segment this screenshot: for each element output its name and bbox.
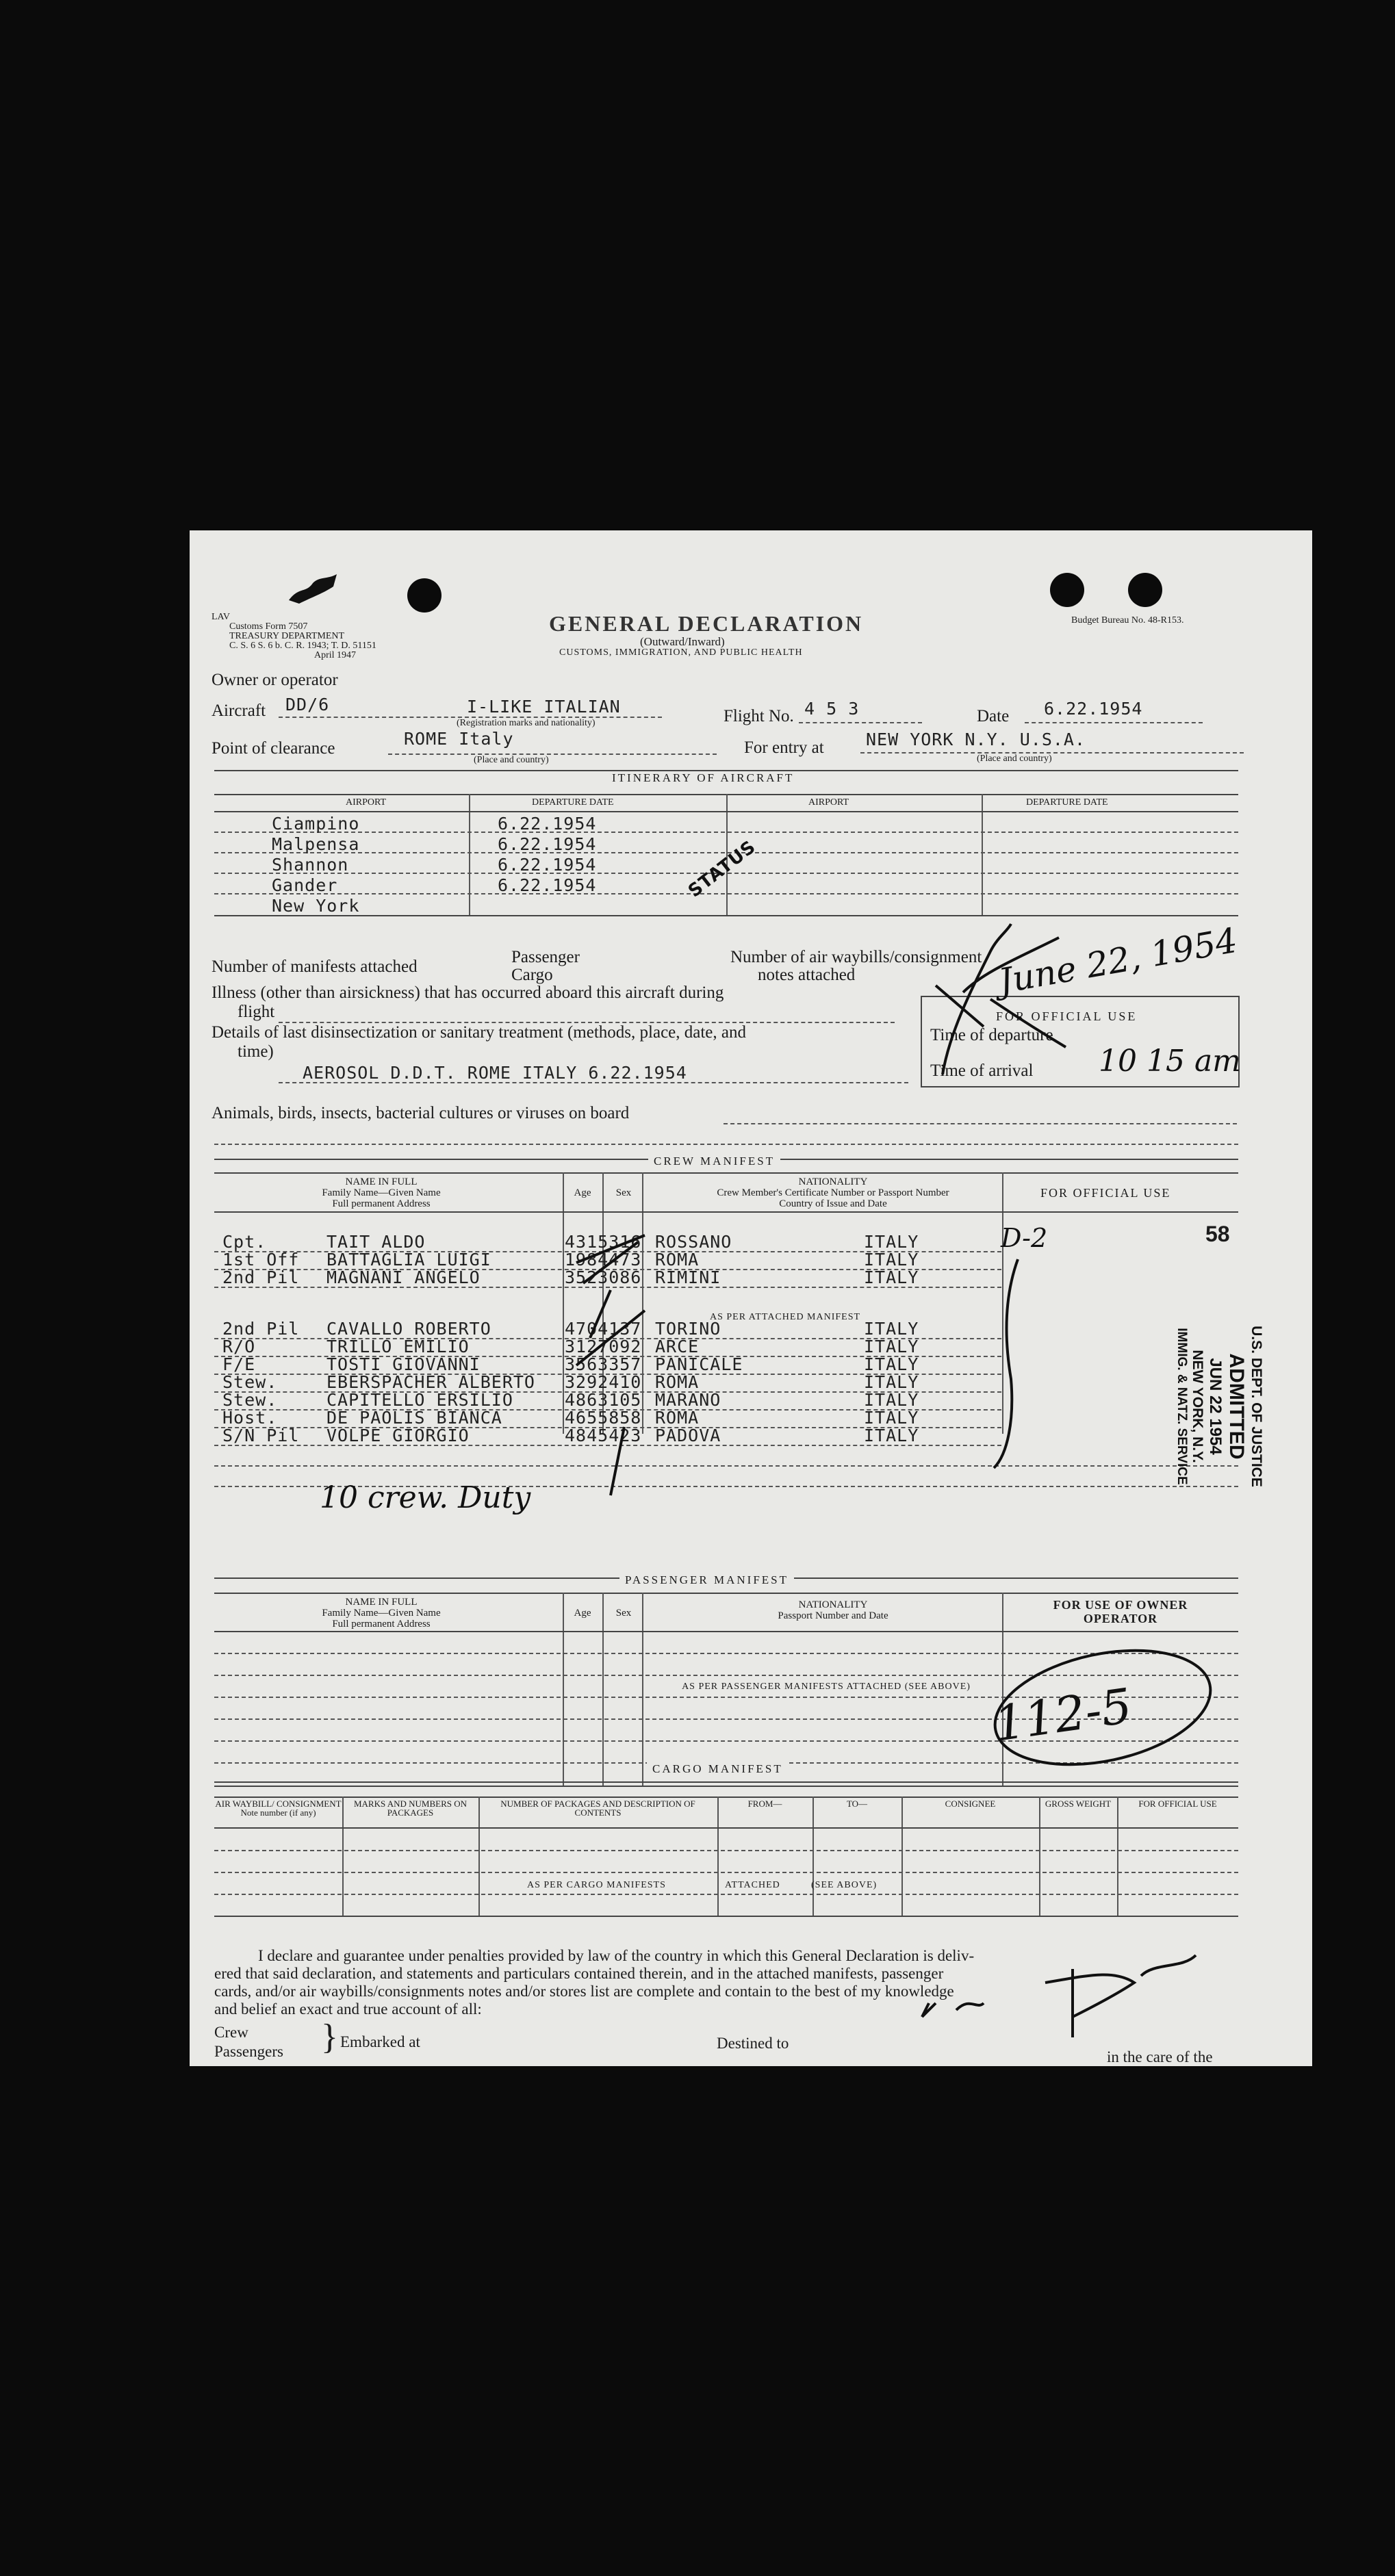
punch-hole [407, 578, 441, 613]
crew-name: MAGNANI ANGELO [327, 1267, 481, 1287]
crew-number: 4845423 [565, 1426, 642, 1445]
passenger-as-per: AS PER PASSENGER MANIFESTS ATTACHED (SEE ABOVE) [682, 1682, 971, 1692]
itinerary-col-airport: AIRPORT [346, 797, 387, 808]
crew-col-sex: Sex [615, 1187, 632, 1198]
crew-col-nationality: NATIONALITY Crew Member's Certificate Number or Passport Number Country of Issue and Date [717, 1176, 949, 1209]
cargo-col-header: AIR WAYBILL/ CONSIGNMENT Note number (if any) [215, 1799, 342, 1818]
declaration-line-2: ered that said declaration, and statements and particulars contained therein, and in the attached manifests, passenger [214, 1965, 944, 1982]
admitted-stamp: U.S. DEPT. OF JUSTICE ADMITTED JUN 22 1954 NEW YORK, N.Y. IMMIG. & NATZ. SERVICE [1175, 1326, 1264, 1487]
crew-name: TAIT ALDO [327, 1232, 426, 1252]
aircraft-value: DD/6 [285, 695, 330, 714]
itinerary-row-3-date: 6.22.1954 [498, 855, 597, 875]
crew-country: ITALY [864, 1337, 919, 1356]
cargo-label: Cargo [511, 966, 553, 984]
itinerary-row-5-airport: New York [272, 896, 360, 916]
cargo-see-above: (SEE ABOVE) [811, 1880, 878, 1890]
crew-strike-marks [569, 1222, 652, 1509]
itinerary-row-3-airport: Shannon [272, 855, 349, 875]
crew-title: CREW MANIFEST [648, 1155, 780, 1168]
budget-bureau-number: Budget Bureau No. 48-R153. [1071, 615, 1184, 626]
crew-number: 3292410 [565, 1372, 642, 1392]
entry-caption: (Place and country) [977, 754, 1052, 764]
punch-hole [1050, 573, 1084, 607]
crew-city: RIMINI [655, 1267, 721, 1287]
clearance-caption: (Place and country) [474, 755, 549, 765]
passenger-col-owner: FOR USE OF OWNER OPERATOR [1053, 1598, 1188, 1625]
crew-city: ROMA [655, 1372, 700, 1392]
animals-label: Animals, birds, insects, bacterial cultures or viruses on board [212, 1104, 630, 1122]
crew-bracket-mark [990, 1256, 1032, 1475]
cargo-col-header: FOR OFFICIAL USE [1138, 1799, 1217, 1809]
passenger-col-nationality: NATIONALITY Passport Number and Date [778, 1599, 888, 1621]
clearance-label: Point of clearance [212, 739, 335, 758]
form-subtitle-2: CUSTOMS, IMMIGRATION, AND PUBLIC HEALTH [559, 647, 803, 658]
crew-country: ITALY [864, 1232, 919, 1252]
crew-number: 4315316 [565, 1232, 642, 1252]
crew-number: 4863105 [565, 1390, 642, 1410]
cargo-col-header: CONSIGNEE [945, 1799, 996, 1809]
official-signature-scrawl [922, 910, 1100, 1095]
official-use-title: FOR OFFICIAL USE [996, 1009, 1138, 1023]
crew-country: ITALY [864, 1354, 919, 1374]
passenger-col-sex: Sex [615, 1608, 632, 1619]
date-label: Date [977, 707, 1010, 725]
crew-city: ARCE [655, 1337, 700, 1356]
itinerary-row-4-date: 6.22.1954 [498, 875, 597, 895]
handwritten-arrival-date: June 22, 1954 [995, 920, 1240, 1002]
crew-handwritten-d2: D-2 [1001, 1223, 1048, 1253]
cargo-col-header: MARKS AND NUMBERS ON PACKAGES [353, 1799, 468, 1818]
crew-country: ITALY [864, 1426, 919, 1445]
declaration-line-3: cards, and/or air waybills/consignments notes and/or stores list are complete and contain to the best of my knowledge [214, 1983, 954, 2000]
crew-name: EBERSPACHER ALBERTO [327, 1372, 535, 1392]
crew-country: ITALY [864, 1408, 919, 1428]
crew-number: 4655858 [565, 1408, 642, 1428]
date-value: 6.22.1954 [1044, 699, 1143, 719]
declaration-destined: Destined to [717, 2035, 789, 2052]
departure-label: Time of departure [930, 1026, 1053, 1044]
crew-col-official: FOR OFFICIAL USE [1040, 1186, 1171, 1200]
itinerary-row-2-date: 6.22.1954 [498, 834, 597, 854]
flight-word: flight [238, 1003, 275, 1021]
disinsect-label: Details of last disinsectization or sanitary treatment (methods, place, date, and [212, 1023, 746, 1042]
crew-number: 4704137 [565, 1319, 642, 1339]
arrival-label: Time of arrival [930, 1061, 1034, 1080]
ink-blot-mark [285, 573, 340, 607]
cargo-as-per: AS PER CARGO MANIFESTS [527, 1880, 666, 1890]
passenger-label: Passenger [511, 948, 580, 966]
crew-name: VOLPE GIORGIO [327, 1426, 470, 1445]
brace: } [321, 2018, 338, 2057]
crew-number: 3523086 [565, 1267, 642, 1287]
crew-country: ITALY [864, 1250, 919, 1270]
crew-name: CAPITELLO ERSILIO [327, 1390, 513, 1410]
crew-city: TORINO [655, 1319, 721, 1339]
owner-label: Owner or operator [212, 671, 338, 689]
clearance-value: ROME Italy [404, 729, 514, 749]
crew-city: ROSSANO [655, 1232, 732, 1252]
crew-name: BATTAGLIA LUIGI [327, 1250, 491, 1270]
passenger-col-age: Age [574, 1608, 591, 1619]
crew-country: ITALY [864, 1319, 919, 1339]
itinerary-title: ITINERARY OF AIRCRAFT [612, 771, 795, 784]
flight-label: Flight No. [724, 707, 794, 725]
manifests-label: Number of manifests attached [212, 957, 418, 976]
crew-rank: 2nd Pil [222, 1267, 300, 1287]
itinerary-row-1-date: 6.22.1954 [498, 814, 597, 834]
flight-value: 4 5 3 [804, 699, 860, 719]
crew-rank: 1st Off [222, 1250, 300, 1270]
crew-name: TOSTI GIOVANNI [327, 1354, 481, 1374]
status-stamp: STATUS [684, 836, 760, 902]
passenger-handwritten-count: 112-5 [990, 1677, 1136, 1753]
itinerary-row-4-airport: Gander [272, 875, 338, 895]
crew-rank: Host. [222, 1408, 278, 1428]
declaration-line-1: I declare and guarantee under penalties provided by law of the country in which this General Declaration is deliv- [258, 1947, 975, 1964]
crew-name: TRILLO EMILIO [327, 1337, 470, 1356]
itinerary-col-airport-2: AIRPORT [808, 797, 849, 808]
crew-rank: S/N Pil [222, 1426, 300, 1445]
crew-name: DE PAOLIS BIANCA [327, 1408, 502, 1428]
itinerary-row-2-airport: Malpensa [272, 834, 360, 854]
registration-value: I-LIKE ITALIAN [467, 697, 621, 717]
form-title: GENERAL DECLARATION [549, 611, 864, 636]
crew-col-age: Age [574, 1187, 591, 1198]
cargo-col-header: GROSS WEIGHT [1045, 1799, 1112, 1809]
form-subtitle: (Outward/Inward) [640, 635, 725, 648]
declaration-signature [908, 1942, 1216, 2044]
registration-caption: (Registration marks and nationality) [457, 718, 596, 728]
arrival-time-value: 10 15 am [1099, 1044, 1241, 1079]
crew-city: MARANO [655, 1390, 721, 1410]
illness-label: Illness (other than airsickness) that has occurred aboard this aircraft during [212, 983, 724, 1002]
crew-city: PANICALE [655, 1354, 743, 1374]
page-number: 58 [1205, 1222, 1230, 1246]
itinerary-row-1-airport: Ciampino [272, 814, 360, 834]
crew-country: ITALY [864, 1267, 919, 1287]
crew-rank: 2nd Pil [222, 1319, 300, 1339]
cargo-attached: ATTACHED [725, 1880, 780, 1890]
crew-city: ROMA [655, 1408, 700, 1428]
notes-label: notes attached [758, 966, 856, 984]
cargo-col-header: FROM— [747, 1799, 782, 1809]
crew-rank: R/O [222, 1337, 256, 1356]
aircraft-label: Aircraft [212, 701, 266, 720]
cargo-col-header: TO— [846, 1799, 868, 1809]
declaration-embarked: Embarked at [340, 2033, 420, 2050]
crew-number: 3127092 [565, 1337, 642, 1356]
itinerary-col-departure: DEPARTURE DATE [532, 797, 614, 808]
crew-city: PADOVA [655, 1426, 721, 1445]
declaration-in-care: in the care of the [1107, 2048, 1213, 2065]
cargo-title: CARGO MANIFEST [647, 1762, 789, 1776]
crew-number: 1984473 [565, 1250, 642, 1270]
crew-number: 3563357 [565, 1354, 642, 1374]
entry-value: NEW YORK N.Y. U.S.A. [866, 730, 1086, 749]
crew-rank: Stew. [222, 1390, 278, 1410]
crew-country: ITALY [864, 1372, 919, 1392]
crew-rank: Stew. [222, 1372, 278, 1392]
time-word: time) [238, 1042, 274, 1061]
crew-country: ITALY [864, 1390, 919, 1410]
crew-as-per-manifest: AS PER ATTACHED MANIFEST [710, 1312, 861, 1322]
passenger-title: PASSENGER MANIFEST [619, 1573, 794, 1587]
punch-hole [1128, 573, 1162, 607]
entry-label: For entry at [744, 738, 824, 757]
crew-rank: Cpt. [222, 1232, 267, 1252]
crew-handwritten-note: 10 crew. Duty [320, 1480, 531, 1515]
declaration-passengers: Passengers [214, 2043, 283, 2060]
declaration-form [190, 530, 1312, 2066]
waybills-label: Number of air waybills/consignment [730, 948, 982, 966]
form-identifier: LAV Customs Form 7507 TREASURY DEPARTMENT C. S. 6 S. 6 b. C. R. 1943; T. D. 51151 April 1947 [212, 612, 376, 660]
crew-name: CAVALLO ROBERTO [327, 1319, 491, 1339]
cargo-col-header: NUMBER OF PACKAGES AND DESCRIPTION OF CONTENTS [500, 1799, 695, 1818]
treatment-value: AEROSOL D.D.T. ROME ITALY 6.22.1954 [303, 1063, 687, 1083]
passenger-col-name: NAME IN FULL Family Name—Given Name Full permanent Address [322, 1597, 441, 1630]
declaration-crew: Crew [214, 2024, 248, 2041]
crew-col-name: NAME IN FULL Family Name—Given Name Full permanent Address [322, 1176, 441, 1209]
declaration-line-4: and belief an exact and true account of all: [214, 2000, 482, 2018]
crew-city: ROMA [655, 1250, 700, 1270]
itinerary-col-departure-2: DEPARTURE DATE [1026, 797, 1108, 808]
crew-rank: F/E [222, 1354, 256, 1374]
